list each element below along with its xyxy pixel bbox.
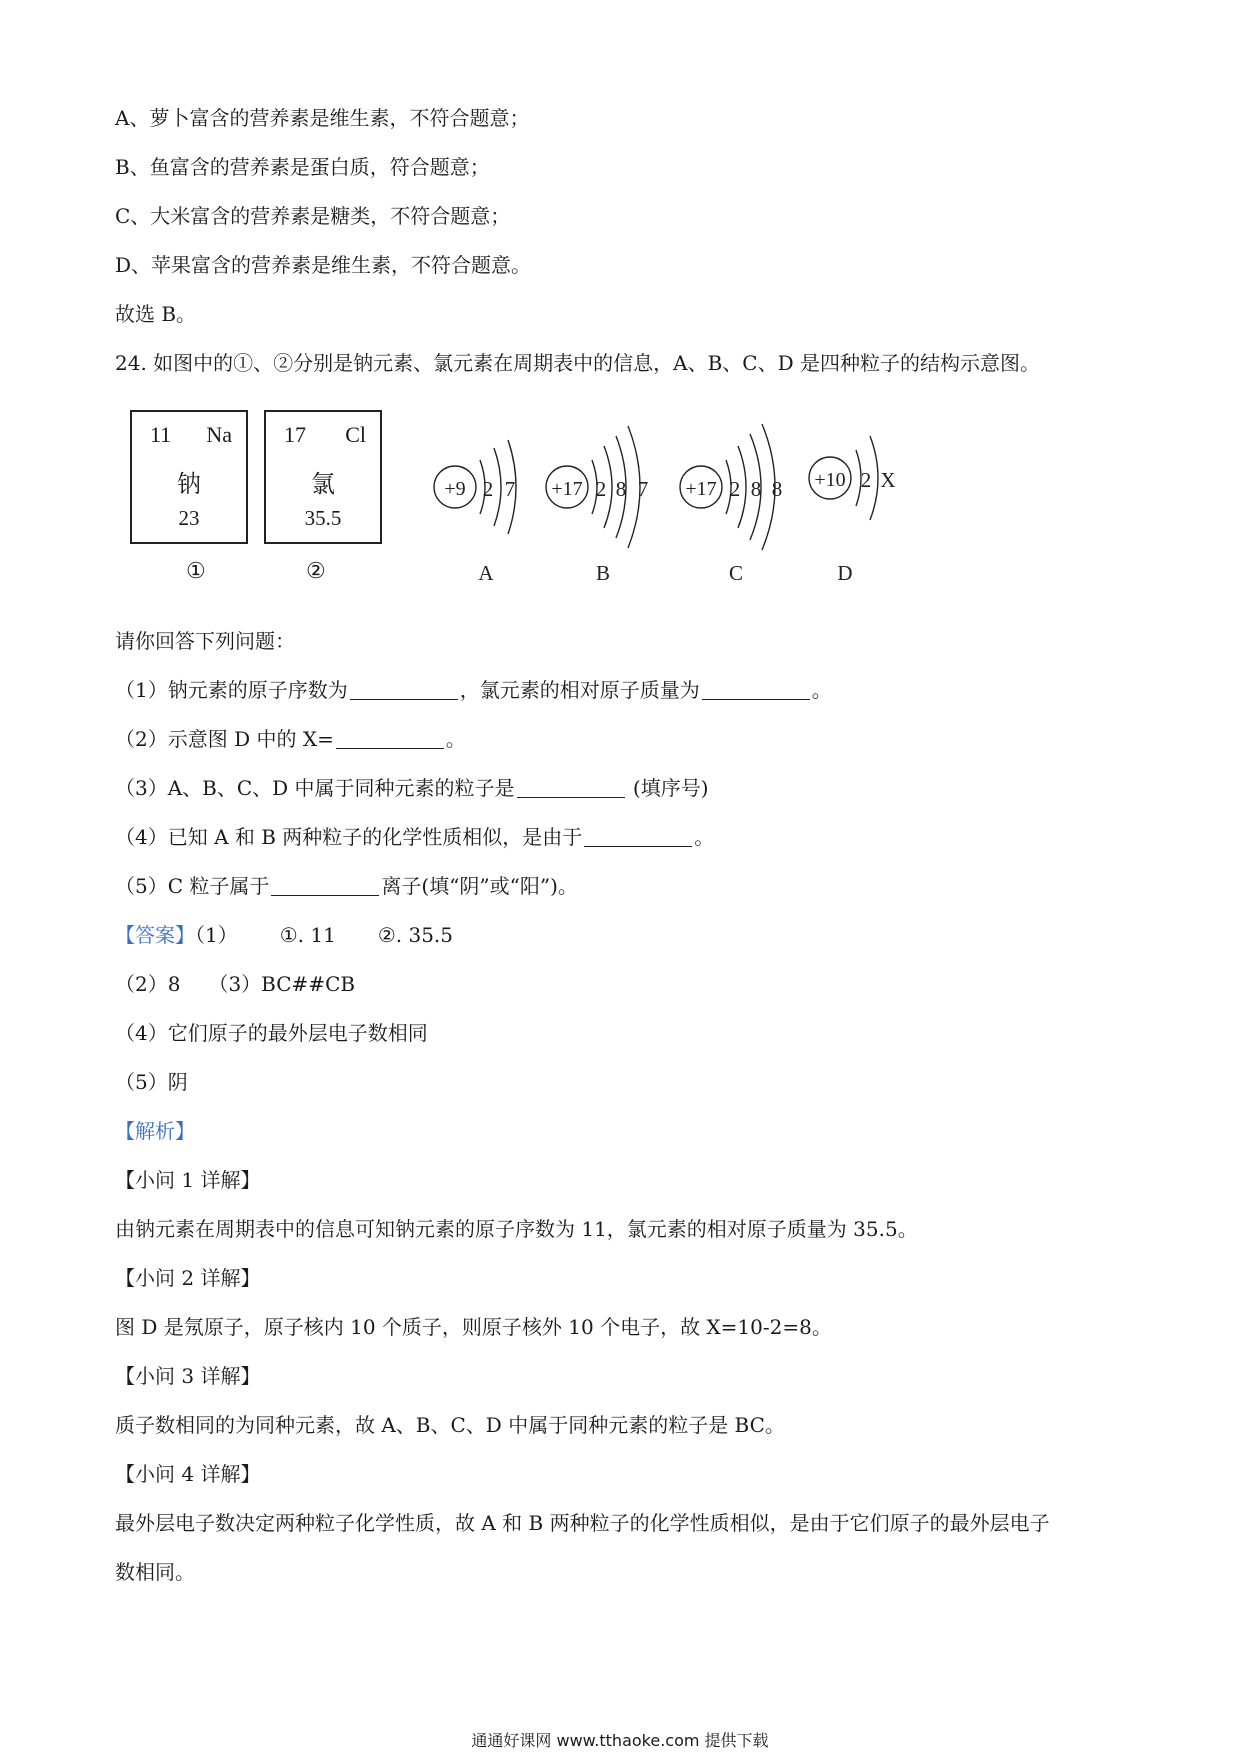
shell-electrons: 8 [615, 477, 627, 501]
shell-electrons: 7 [504, 477, 516, 501]
atomic-number: 17 [284, 422, 306, 447]
element-name: 氯 [311, 470, 335, 498]
analysis-para-4a: 最外层电子数决定两种粒子化学性质，故 A 和 B 两种粒子的化学性质相似，是由于它们原子的最外层电子 [115, 1511, 1050, 1535]
answer-tag: 【答案】 [115, 923, 195, 947]
prev-line-c: C、大米富含的营养素是糖类，不符合题意； [115, 204, 511, 228]
particle-label: A [478, 561, 494, 585]
particle-diagrams [420, 400, 940, 600]
shell-electrons: 2 [595, 477, 607, 501]
prev-choice: 故选 B。 [115, 302, 197, 326]
answer-4: （4）它们原子的最外层电子数相同 [115, 1021, 428, 1045]
q2-text-b: 。 [445, 727, 466, 751]
particle-a [434, 440, 516, 585]
nucleus-charge: +10 [814, 469, 846, 491]
q1-text-c: 。 [811, 678, 832, 702]
analysis-heading-3: 【小问 3 详解】 [115, 1364, 261, 1388]
particle-d [809, 436, 896, 585]
atomic-mass: 35.5 [304, 506, 342, 530]
answer-blank[interactable] [584, 826, 692, 847]
nucleus-charge: +17 [551, 478, 583, 500]
q2-text-a: （2）示意图 D 中的 X= [115, 727, 334, 751]
page-footer: 通通好课网 www.tthaoke.com 提供下载 [471, 1731, 769, 1750]
element-symbol: Na [206, 422, 232, 447]
element-symbol: Cl [345, 422, 366, 447]
q5-text-b: 离子(填“阴”或“阳”)。 [381, 874, 578, 898]
q3-text-b: (填序号) [626, 776, 709, 800]
q4-text-a: （4）已知 A 和 B 两种粒子的化学性质相似，是由于 [115, 825, 583, 849]
q1-text-b: ，氯元素的相对原子质量为 [459, 678, 700, 702]
sub-question-2 [115, 725, 466, 753]
particle-b [546, 426, 648, 585]
q1-text-a: （1）钠元素的原子序数为 [115, 678, 348, 702]
particle-label: C [728, 561, 744, 585]
analysis-para-2: 图 D 是氖原子，原子核内 10 个质子，则原子核外 10 个电子，故 X=10-2=8。 [115, 1315, 832, 1339]
sub-question-1 [115, 676, 832, 704]
q4-text-b: 。 [694, 825, 715, 849]
particle-c [680, 424, 782, 585]
nucleus-charge: +9 [444, 478, 466, 500]
analysis-para-1: 由钠元素在周期表中的信息可知钠元素的原子序数为 11，氯元素的相对原子质量为 35.5。 [115, 1217, 918, 1241]
shell-electrons: 2 [860, 468, 872, 492]
answer-line-2 [115, 970, 355, 998]
answer-1-part-1: ①. 11 [279, 923, 336, 947]
atomic-mass: 23 [178, 506, 200, 530]
q3-text-a: （3）A、B、C、D 中属于同种元素的粒子是 [115, 776, 515, 800]
answer-1-part-2: ②. 35.5 [377, 923, 454, 947]
prev-line-b: B、鱼富含的营养素是蛋白质，符合题意； [115, 155, 490, 179]
answer-blank[interactable] [271, 875, 379, 896]
sub-question-3 [115, 774, 709, 802]
shell-electrons: 8 [750, 477, 762, 501]
answer-2: （2）8 [115, 972, 181, 996]
answer-3: （3）BC##CB [208, 972, 356, 996]
element-cell-sodium [130, 410, 248, 544]
answer-blank[interactable] [702, 679, 810, 700]
answer-5: （5）阴 [115, 1070, 188, 1094]
element-cell-chlorine [264, 410, 382, 544]
answer-blank[interactable] [350, 679, 458, 700]
analysis-heading-2: 【小问 2 详解】 [115, 1266, 261, 1290]
prev-line-d: D、苹果富含的营养素是维生素，不符合题意。 [115, 253, 532, 277]
answer-blank[interactable] [517, 777, 625, 798]
sub-question-5 [115, 872, 578, 900]
analysis-para-4b: 数相同。 [115, 1560, 195, 1584]
element-name: 钠 [177, 470, 201, 498]
sub-question-4 [115, 823, 714, 851]
element-caption-1: ① [186, 558, 206, 583]
shell-electrons: 7 [637, 477, 649, 501]
question-prompt: 请你回答下列问题： [115, 629, 295, 653]
particle-label: B [595, 561, 611, 585]
analysis-tag: 【解析】 [115, 1119, 195, 1143]
shell-electrons: 8 [771, 477, 783, 501]
answer-1-prefix: （1） [195, 923, 238, 947]
atomic-number: 11 [150, 422, 172, 447]
q5-text-a: （5）C 粒子属于 [115, 874, 270, 898]
analysis-heading-4: 【小问 4 详解】 [115, 1462, 261, 1486]
answer-blank[interactable] [336, 728, 444, 749]
shell-electrons: 2 [729, 477, 741, 501]
analysis-para-3: 质子数相同的为同种元素，故 A、B、C、D 中属于同种元素的粒子是 BC。 [115, 1413, 785, 1437]
answer-line-1 [115, 921, 453, 949]
prev-line-a: A、萝卜富含的营养素是维生素，不符合题意； [115, 106, 530, 130]
shell-electrons: X [880, 468, 896, 492]
nucleus-charge: +17 [685, 478, 717, 500]
particle-label: D [837, 561, 853, 585]
element-caption-2: ② [306, 558, 326, 583]
question-stem: 24. 如图中的①、②分别是钠元素、氯元素在周期表中的信息，A、B、C、D 是四种粒子的结构示意图。 [115, 351, 1040, 375]
analysis-heading-1: 【小问 1 详解】 [115, 1168, 261, 1192]
shell-electrons: 2 [482, 477, 494, 501]
